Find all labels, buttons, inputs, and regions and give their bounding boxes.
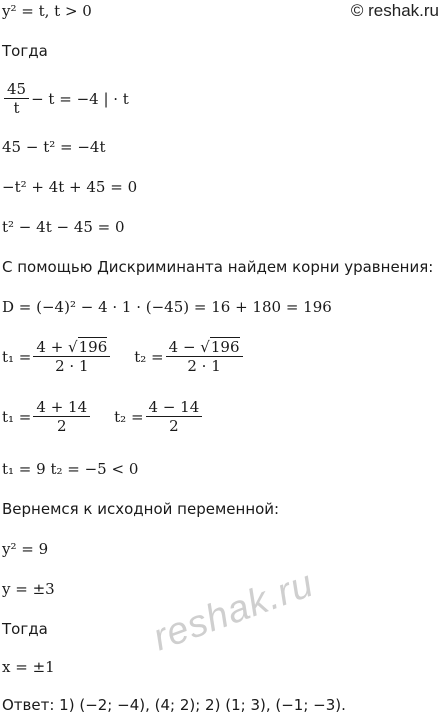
- root1-denominator-b: 2: [56, 417, 67, 435]
- root2-denominator: 2 · 1: [187, 357, 221, 375]
- root2-denominator-b: 2: [169, 417, 179, 435]
- watermark-diagonal: reshak.ru: [147, 562, 320, 660]
- root2-numerator: 4 − √196: [166, 338, 243, 357]
- root1-fraction: [33, 338, 110, 375]
- equation-3: −t² + 4t + 45 = 0: [2, 178, 138, 196]
- discriminant-line: D = (−4)² − 4 · 1 · (−45) = 16 + 180 = 196: [2, 298, 332, 316]
- fraction-45-over-t: [4, 80, 29, 117]
- equation-2: 45 − t² = −4t: [2, 138, 106, 156]
- roots-formula: [2, 338, 245, 375]
- watermark-top: © reshak.ru: [350, 1, 439, 20]
- equation-rest: − t = −4 | · t: [31, 89, 129, 108]
- x-value: x = ±1: [2, 658, 55, 676]
- y-value: y = ±3: [2, 580, 55, 598]
- root2-numerator-b: 4 − 14: [146, 398, 203, 417]
- fraction-denominator: t: [13, 99, 20, 117]
- fraction-numerator: 45: [4, 80, 29, 99]
- return-to-variable: Вернемся к исходной переменной:: [2, 500, 280, 518]
- roots-computed: [2, 398, 204, 435]
- y-squared: y² = 9: [2, 540, 49, 558]
- root1-numerator-b: 4 + 14: [33, 398, 90, 417]
- equation-4: t² − 4t − 45 = 0: [2, 218, 125, 236]
- equation-fraction: [2, 80, 129, 117]
- root2-fraction: [166, 338, 243, 375]
- t1-label: t₁ =: [2, 347, 32, 366]
- then-label-1: Тогда: [2, 42, 48, 60]
- t1-label: t₁ =: [2, 407, 32, 426]
- root1-denominator: 2 · 1: [55, 357, 89, 375]
- root1-numerator: 4 + √196: [33, 338, 110, 357]
- t2-label: t₂ =: [134, 347, 164, 366]
- substitution-line: y² = t, t > 0: [2, 2, 92, 20]
- root2-fraction-b: [146, 398, 203, 435]
- discriminant-heading: С помощью Дискриминанта найдем корни уравнения:: [2, 258, 434, 276]
- then-label-2: Тогда: [2, 620, 48, 638]
- roots-values: t₁ = 9 t₂ = −5 < 0: [2, 460, 139, 478]
- answer-line: Ответ: 1) (−2; −4), (4; 2); 2) (1; 3), (−1; −3).: [2, 696, 346, 714]
- root1-fraction-b: [33, 398, 90, 435]
- t2-label: t₂ =: [114, 407, 144, 426]
